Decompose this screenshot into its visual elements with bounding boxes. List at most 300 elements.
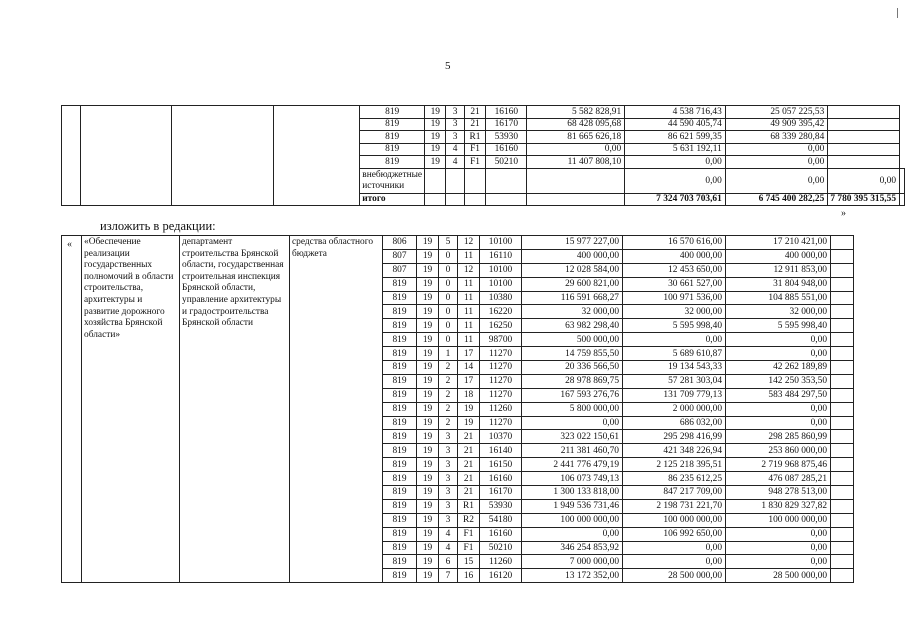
table-cell: 11	[458, 277, 480, 291]
table-cell: 0,00	[726, 347, 831, 361]
table-cell: 16220	[480, 305, 522, 319]
table-cell: 19	[417, 388, 439, 402]
page-number: 5	[445, 60, 451, 72]
funding-source: средства областного бюджета	[290, 236, 383, 583]
table-cell: 11	[458, 319, 480, 333]
empty-cell	[828, 156, 900, 169]
table-cell: 7	[439, 569, 458, 583]
table-cell: 32 000,00	[726, 305, 831, 319]
table-cell: 819	[383, 486, 417, 500]
table-cell: 0	[439, 305, 458, 319]
table-cell: 44 590 405,74	[625, 118, 726, 131]
table-cell: R2	[458, 513, 480, 527]
table-cell: 2 719 968 875,46	[726, 458, 831, 472]
table-row	[62, 106, 905, 119]
table-cell: 19	[425, 131, 446, 144]
table-cell: 0,00	[625, 168, 726, 193]
table-cell: 346 254 853,92	[522, 541, 623, 555]
table-cell: 16150	[480, 458, 522, 472]
table-cell: 19	[417, 305, 439, 319]
empty-cell	[831, 319, 854, 333]
table-cell: 19	[417, 236, 439, 250]
empty-cell	[831, 402, 854, 416]
table-cell: 17	[458, 347, 480, 361]
table-cell: 400 000,00	[726, 249, 831, 263]
table-cell: 17 210 421,00	[726, 236, 831, 250]
table-cell: 819	[383, 430, 417, 444]
empty-cell	[900, 193, 905, 206]
empty-cell	[831, 388, 854, 402]
table-cell: 16110	[480, 249, 522, 263]
table-cell: 2	[439, 416, 458, 430]
table-cell: 16170	[486, 118, 527, 131]
table-cell: 16	[458, 569, 480, 583]
table-cell: 5 800 000,00	[522, 402, 623, 416]
table-cell: 819	[383, 472, 417, 486]
table-cell: 31 804 948,00	[726, 277, 831, 291]
table-cell: 5 582 828,91	[527, 106, 625, 119]
table-cell: 819	[383, 291, 417, 305]
empty-cell	[831, 499, 854, 513]
table-cell: 86 621 599,35	[625, 131, 726, 144]
budget-table-new-edition	[61, 235, 854, 583]
empty-cell	[831, 374, 854, 388]
table-cell: 0,00	[522, 527, 623, 541]
table-cell: 4	[439, 527, 458, 541]
table-cell: 13 172 352,00	[522, 569, 623, 583]
table-cell: 819	[383, 569, 417, 583]
table-cell: 6	[439, 555, 458, 569]
table-cell: 4	[446, 143, 464, 156]
table-cell: 18	[458, 388, 480, 402]
empty-cell	[831, 472, 854, 486]
table-cell: 32 000,00	[522, 305, 623, 319]
table-cell: 42 262 189,89	[726, 361, 831, 375]
program-name: «Обеспечение реализации государственных полномочий в области строительства, архитектуры и развитие дорожного хозяйства Брянской области»	[82, 236, 180, 583]
table-cell: 3	[439, 458, 458, 472]
table-cell: 19	[458, 416, 480, 430]
table-cell: 19	[417, 277, 439, 291]
empty-cell	[831, 333, 854, 347]
table-cell: 0,00	[725, 156, 827, 169]
table-cell: 11270	[480, 374, 522, 388]
table-cell: 98700	[480, 333, 522, 347]
table-cell: 5 595 998,40	[726, 319, 831, 333]
empty-cell	[831, 569, 854, 583]
table-cell: 11270	[480, 361, 522, 375]
table-cell: 11270	[480, 347, 522, 361]
table-cell: 10100	[480, 236, 522, 250]
empty-cell	[831, 416, 854, 430]
table-cell: 100 000 000,00	[623, 513, 726, 527]
table-cell: 50210	[486, 156, 527, 169]
table-cell: 16250	[480, 319, 522, 333]
table-cell: 0,00	[726, 541, 831, 555]
table-cell: 19	[425, 106, 446, 119]
table-cell: 421 348 226,94	[623, 444, 726, 458]
table-cell: 0,00	[522, 416, 623, 430]
table-cell: 19	[417, 458, 439, 472]
empty-cell	[486, 168, 527, 193]
table-cell: 19	[417, 333, 439, 347]
table-cell: R1	[464, 131, 486, 144]
table-cell: 819	[360, 106, 425, 119]
table-cell: 807	[383, 263, 417, 277]
table-cell: 19	[417, 291, 439, 305]
table-cell: 16160	[480, 527, 522, 541]
empty-cell	[464, 168, 486, 193]
table-cell: 0,00	[726, 402, 831, 416]
empty-cell	[831, 347, 854, 361]
table-cell: 19	[417, 444, 439, 458]
table-cell: 686 032,00	[623, 416, 726, 430]
table-cell: 11	[458, 305, 480, 319]
redaction-note: изложить в редакции:	[100, 219, 216, 233]
table-cell: 819	[383, 374, 417, 388]
table-cell: 819	[383, 319, 417, 333]
table-cell: 0	[439, 333, 458, 347]
table-cell: 19	[417, 361, 439, 375]
executor-name: департамент строительства Брянской области, государственная строительная инспекция Брянской области, управление архитектуры и градостроительства Брянской области	[180, 236, 290, 583]
table-cell: 323 022 150,61	[522, 430, 623, 444]
table-cell: 819	[383, 416, 417, 430]
empty-cell	[425, 193, 446, 206]
table-cell: 10100	[480, 263, 522, 277]
table-cell: 2 125 218 395,51	[623, 458, 726, 472]
empty-cell	[831, 291, 854, 305]
table-cell: 167 593 276,76	[522, 388, 623, 402]
table-cell: 100 000 000,00	[726, 513, 831, 527]
table-cell: 12 028 584,00	[522, 263, 623, 277]
table-cell: 11 407 808,10	[527, 156, 625, 169]
table-cell: 32 000,00	[623, 305, 726, 319]
table-cell: 19	[458, 402, 480, 416]
table-cell: 819	[360, 156, 425, 169]
empty-cell-program	[80, 106, 171, 206]
opening-quote: «	[67, 239, 72, 250]
table-cell: 19	[417, 499, 439, 513]
table-cell: 131 709 779,13	[623, 388, 726, 402]
table-cell: 19	[417, 541, 439, 555]
table-cell: 11	[458, 333, 480, 347]
empty-cell	[828, 131, 900, 144]
empty-cell	[831, 541, 854, 555]
table-cell: 583 484 297,50	[726, 388, 831, 402]
empty-cell	[831, 430, 854, 444]
table-cell: 10380	[480, 291, 522, 305]
table-cell: 2 000 000,00	[623, 402, 726, 416]
table-cell: 12 453 650,00	[623, 263, 726, 277]
table-cell: F1	[464, 143, 486, 156]
table-cell: 476 087 285,21	[726, 472, 831, 486]
table-cell: 19	[417, 472, 439, 486]
table-cell: 819	[360, 118, 425, 131]
empty-cell	[831, 458, 854, 472]
table-cell: 19	[417, 430, 439, 444]
empty-cell	[831, 263, 854, 277]
table-cell: 819	[383, 499, 417, 513]
table-cell: 5 631 192,11	[625, 143, 726, 156]
table-cell: 21	[464, 118, 486, 131]
table-cell: 2 198 731 221,70	[623, 499, 726, 513]
table-cell: 819	[383, 402, 417, 416]
table-cell: 819	[383, 347, 417, 361]
table-cell: 12	[458, 263, 480, 277]
table-cell: 53930	[486, 131, 527, 144]
table-cell: R1	[458, 499, 480, 513]
table-cell: 1 300 133 818,00	[522, 486, 623, 500]
table-cell: 19 134 543,33	[623, 361, 726, 375]
empty-cell	[831, 513, 854, 527]
table-cell: 0	[439, 249, 458, 263]
offbudget-label: внебюджетные источники	[360, 168, 425, 193]
table-cell: 295 298 416,99	[623, 430, 726, 444]
table-cell: 16160	[486, 106, 527, 119]
table-cell: 19	[417, 374, 439, 388]
table-cell: 100 000 000,00	[522, 513, 623, 527]
table-cell: 807	[383, 249, 417, 263]
table-cell: 21	[458, 444, 480, 458]
table-cell: 19	[425, 118, 446, 131]
table-cell: F1	[458, 527, 480, 541]
table-cell: 30 661 527,00	[623, 277, 726, 291]
table-cell: 400 000,00	[623, 249, 726, 263]
empty-cell	[486, 193, 527, 206]
table-cell: 15	[458, 555, 480, 569]
table-cell: 19	[417, 527, 439, 541]
table-cell: 0,00	[625, 156, 726, 169]
table-cell: 0,00	[623, 555, 726, 569]
empty-cell	[828, 118, 900, 131]
table-cell: 819	[383, 361, 417, 375]
table-cell: 11260	[480, 402, 522, 416]
table-cell: 3	[439, 513, 458, 527]
table-cell: 3	[439, 444, 458, 458]
table-cell: 16120	[480, 569, 522, 583]
empty-cell	[831, 444, 854, 458]
empty-cell	[900, 168, 905, 193]
table-cell: 819	[383, 541, 417, 555]
table-cell: 15 977 227,00	[522, 236, 623, 250]
table-cell: 19	[417, 486, 439, 500]
empty-cell	[828, 143, 900, 156]
table-cell: 2	[439, 361, 458, 375]
table-cell: 2 441 776 479,19	[522, 458, 623, 472]
table-cell: 1	[439, 347, 458, 361]
empty-cell	[831, 555, 854, 569]
table-cell: 847 217 709,00	[623, 486, 726, 500]
table-cell: 19	[417, 347, 439, 361]
table-cell: 3	[446, 106, 464, 119]
empty-cell-num	[62, 106, 81, 206]
table-cell: 0	[439, 291, 458, 305]
empty-cell	[446, 193, 464, 206]
total-value: 7 324 703 703,61	[625, 193, 726, 206]
table-cell: 819	[383, 333, 417, 347]
table-cell: 49 909 395,42	[725, 118, 827, 131]
table-cell: 500 000,00	[522, 333, 623, 347]
table-cell: 12	[458, 236, 480, 250]
table-cell: 28 978 869,75	[522, 374, 623, 388]
table-cell: 19	[417, 402, 439, 416]
table-cell: 2	[439, 374, 458, 388]
table-cell: 0,00	[726, 527, 831, 541]
table-cell: 819	[383, 444, 417, 458]
table-cell: 28 500 000,00	[726, 569, 831, 583]
table-cell: 106 992 650,00	[623, 527, 726, 541]
table-cell: 28 500 000,00	[623, 569, 726, 583]
table-cell: 57 281 303,04	[623, 374, 726, 388]
table-cell: 20 336 566,50	[522, 361, 623, 375]
table-cell: 5 595 998,40	[623, 319, 726, 333]
empty-cell	[831, 305, 854, 319]
table-cell: 211 381 460,70	[522, 444, 623, 458]
table-cell: 0,00	[623, 541, 726, 555]
table-cell: 10100	[480, 277, 522, 291]
table-cell: 3	[439, 499, 458, 513]
table-cell: 68 428 095,68	[527, 118, 625, 131]
table-cell: 819	[383, 305, 417, 319]
table-cell: 806	[383, 236, 417, 250]
table-cell: 16170	[480, 486, 522, 500]
table-cell: 5	[439, 236, 458, 250]
table-cell: 11	[458, 291, 480, 305]
table-cell: 29 600 821,00	[522, 277, 623, 291]
empty-cell	[831, 527, 854, 541]
empty-cell	[831, 486, 854, 500]
table-cell: 19	[417, 513, 439, 527]
table-cell: 21	[458, 430, 480, 444]
empty-cell-source	[273, 106, 359, 206]
table-cell: 819	[383, 527, 417, 541]
table-cell: 819	[383, 555, 417, 569]
table-cell: 21	[458, 458, 480, 472]
table-cell: 106 073 749,13	[522, 472, 623, 486]
table-cell: 14	[458, 361, 480, 375]
table-cell: 19	[425, 143, 446, 156]
table-cell: 0,00	[527, 143, 625, 156]
table-cell: 19	[417, 555, 439, 569]
table-cell: 819	[360, 131, 425, 144]
empty-cell	[527, 193, 625, 206]
total-value: 6 745 400 282,25	[725, 193, 827, 206]
table-cell: 5 689 610,87	[623, 347, 726, 361]
table-cell: 21	[458, 472, 480, 486]
table-cell: F1	[458, 541, 480, 555]
closing-quote: »	[841, 208, 846, 219]
table-cell: 4	[439, 541, 458, 555]
table-cell: 0	[439, 263, 458, 277]
table-cell: 19	[417, 319, 439, 333]
table-cell: 116 591 668,27	[522, 291, 623, 305]
empty-cell	[831, 249, 854, 263]
table-cell: 86 235 612,25	[623, 472, 726, 486]
table-cell: 819	[360, 143, 425, 156]
table-row	[62, 236, 854, 250]
table-cell: 19	[417, 249, 439, 263]
table-cell: 298 285 860,99	[726, 430, 831, 444]
empty-cell	[446, 168, 464, 193]
table-cell: 0,00	[726, 333, 831, 347]
table-cell: 3	[446, 131, 464, 144]
table-cell: 3	[439, 430, 458, 444]
table-cell: 68 339 280,84	[725, 131, 827, 144]
scan-edge-mark	[897, 8, 898, 18]
empty-cell-num	[62, 236, 82, 583]
table-cell: 53930	[480, 499, 522, 513]
table-cell: 14 759 855,50	[522, 347, 623, 361]
total-value: 7 780 395 315,55	[828, 193, 900, 206]
table-cell: 10370	[480, 430, 522, 444]
table-cell: 11270	[480, 416, 522, 430]
table-cell: 253 860 000,00	[726, 444, 831, 458]
budget-table-continuation	[61, 105, 905, 206]
table-cell: 0	[439, 277, 458, 291]
table-cell: 3	[446, 118, 464, 131]
table-cell: 819	[383, 277, 417, 291]
table-cell: 17	[458, 374, 480, 388]
table-cell: 54180	[480, 513, 522, 527]
empty-cell	[831, 236, 854, 250]
table-cell: 21	[464, 106, 486, 119]
table-cell: 7 000 000,00	[522, 555, 623, 569]
table-cell: 3	[439, 472, 458, 486]
empty-cell	[527, 168, 625, 193]
table-cell: 0,00	[726, 416, 831, 430]
table-cell: 2	[439, 388, 458, 402]
table-cell: 2	[439, 402, 458, 416]
table-cell: 16 570 616,00	[623, 236, 726, 250]
total-label: итого	[360, 193, 425, 206]
table-cell: 25 057 225,53	[725, 106, 827, 119]
table-cell: 0,00	[725, 168, 827, 193]
table-cell: 11270	[480, 388, 522, 402]
table-cell: 19	[417, 416, 439, 430]
table-cell: 50210	[480, 541, 522, 555]
table-cell: 819	[383, 513, 417, 527]
table-cell: 19	[417, 263, 439, 277]
table-cell: 16160	[480, 472, 522, 486]
empty-cell	[831, 361, 854, 375]
table-cell: 11260	[480, 555, 522, 569]
table-cell: 0,00	[725, 143, 827, 156]
empty-cell	[464, 193, 486, 206]
table-cell: 0,00	[726, 555, 831, 569]
table-cell: 3	[439, 486, 458, 500]
table-cell: 81 665 626,18	[527, 131, 625, 144]
table-cell: 1 949 536 731,46	[522, 499, 623, 513]
table-cell: 19	[417, 569, 439, 583]
table-cell: F1	[464, 156, 486, 169]
table-cell: 4	[446, 156, 464, 169]
empty-cell	[828, 106, 900, 119]
table-cell: 142 250 353,50	[726, 374, 831, 388]
table-cell: 400 000,00	[522, 249, 623, 263]
table-cell: 1 830 829 327,82	[726, 499, 831, 513]
table-cell: 12 911 853,00	[726, 263, 831, 277]
table-cell: 19	[425, 156, 446, 169]
table-cell: 819	[383, 388, 417, 402]
table-cell: 0,00	[623, 333, 726, 347]
table-cell: 100 971 536,00	[623, 291, 726, 305]
table-cell: 21	[458, 486, 480, 500]
table-cell: 11	[458, 249, 480, 263]
table-cell: 819	[383, 458, 417, 472]
table-cell: 4 538 716,43	[625, 106, 726, 119]
table-cell: 0	[439, 319, 458, 333]
empty-cell	[425, 168, 446, 193]
empty-cell	[831, 277, 854, 291]
